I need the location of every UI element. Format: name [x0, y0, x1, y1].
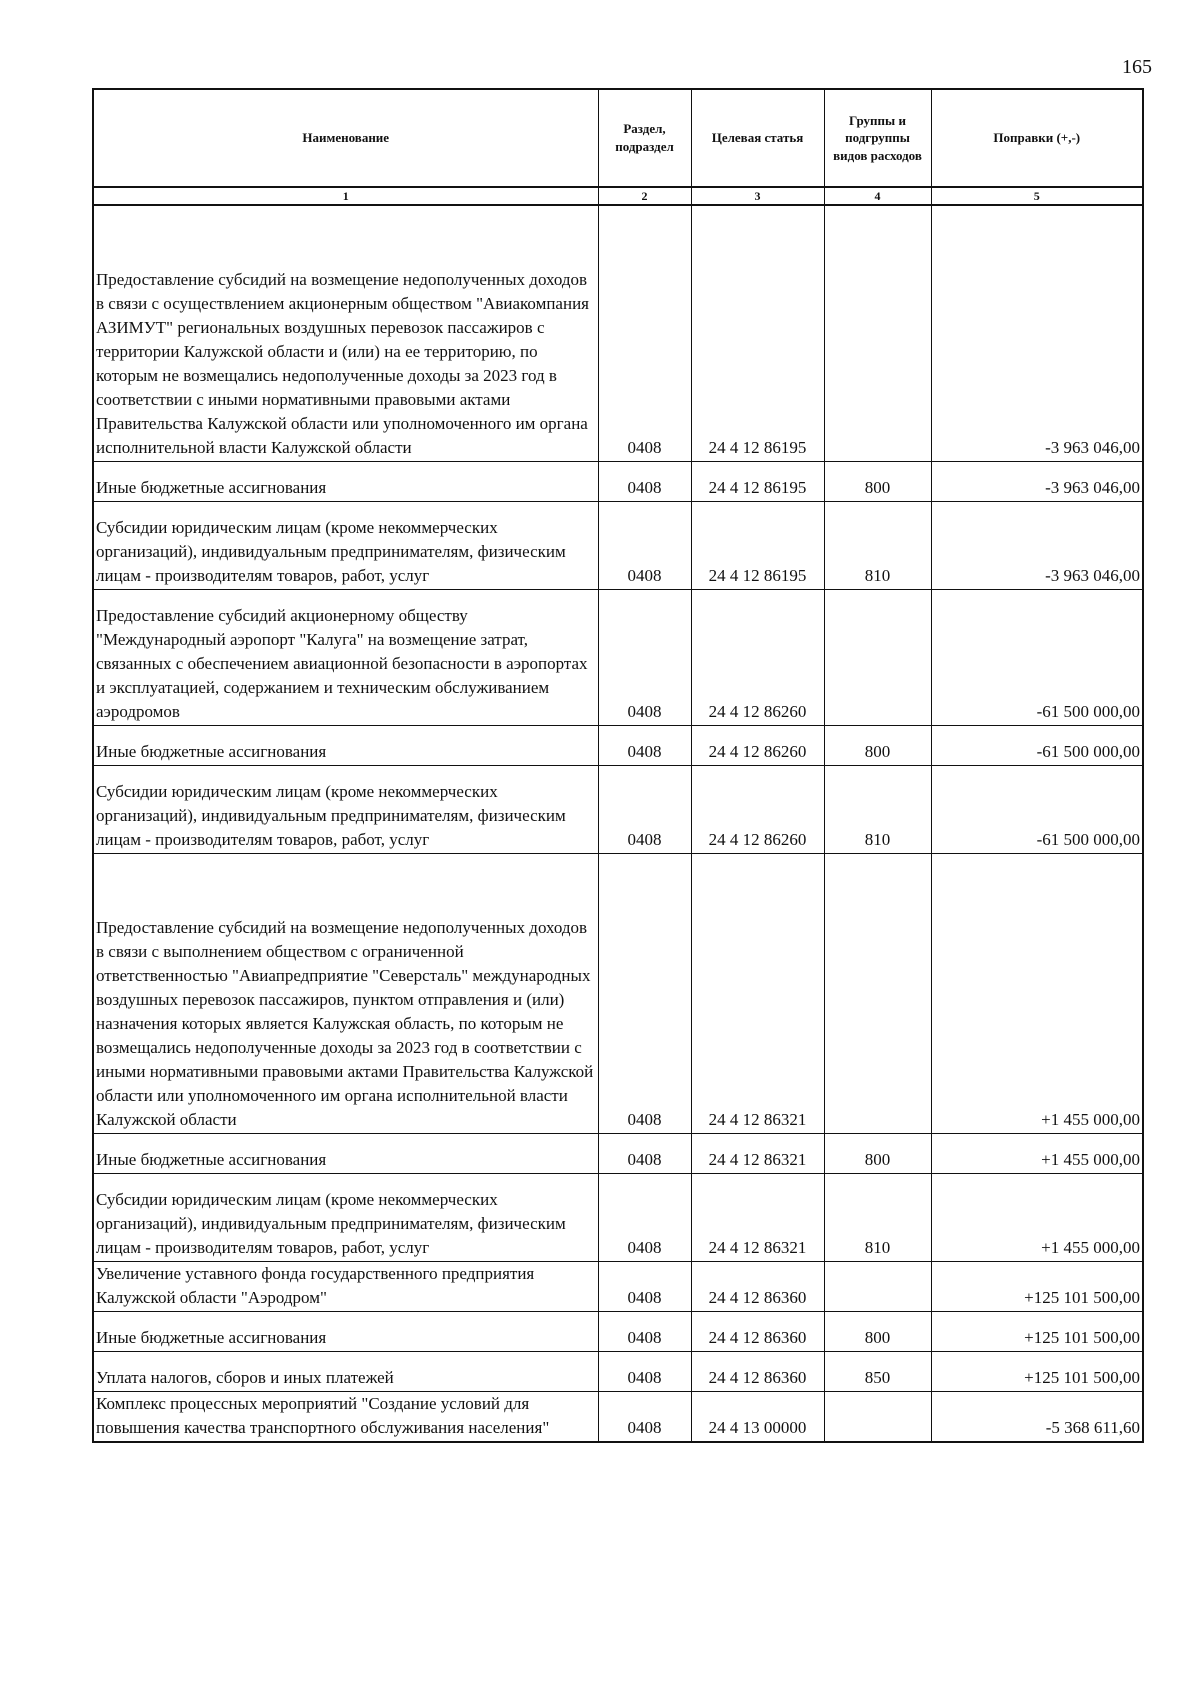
- row-name: Иные бюджетные ассигнования: [93, 726, 598, 766]
- header-section: Раздел, подраздел: [598, 89, 691, 187]
- table-row: [93, 726, 1143, 766]
- table-row: [93, 1392, 1143, 1443]
- row-article: 24 4 13 00000: [691, 1392, 824, 1443]
- table-row: [93, 1262, 1143, 1312]
- page-number: 165: [1122, 56, 1152, 78]
- row-name: Предоставление субсидий на возмещение недополученных доходов в связи с осуществлением акционерным обществом "Авиакомпания АЗИМУТ" региональных воздушных перевозок пассажиров с территории Калужской области и (или) на ее территорию, по которым не возмещались недополученные доходы за 2023 год в соответствии с иными нормативными правовыми актами Правительства Калужской области или уполномоченного им органа исполнительной власти Калужской области: [93, 205, 598, 462]
- table-row: [93, 766, 1143, 854]
- table-row: [93, 1134, 1143, 1174]
- row-amount: -61 500 000,00: [931, 726, 1143, 766]
- row-article: 24 4 12 86195: [691, 205, 824, 462]
- row-section: 0408: [598, 726, 691, 766]
- row-name: Предоставление субсидий на возмещение недополученных доходов в связи с выполнением обществом с ограниченной ответственностью "Авиапредприятие "Северсталь" международных воздушных перевозок пассажиров, пунктом отправления и (или) назначения которых является Калужская область, по которым не возмещались недополученные доходы за 2023 год в соответствии с иными нормативными правовыми актами Правительства Калужской области или уполномоченного им органа исполнительной власти Калужской области: [93, 854, 598, 1134]
- row-section: 0408: [598, 1312, 691, 1352]
- table-row: [93, 854, 1143, 1134]
- row-group: 800: [824, 1134, 931, 1174]
- row-article: 24 4 12 86360: [691, 1262, 824, 1312]
- row-article: 24 4 12 86195: [691, 502, 824, 590]
- row-name: Иные бюджетные ассигнования: [93, 462, 598, 502]
- row-section: 0408: [598, 1134, 691, 1174]
- row-amount: -61 500 000,00: [931, 590, 1143, 726]
- row-amount: -3 963 046,00: [931, 462, 1143, 502]
- row-group: [824, 205, 931, 462]
- row-article: 24 4 12 86260: [691, 726, 824, 766]
- row-amount: -61 500 000,00: [931, 766, 1143, 854]
- row-amount: +125 101 500,00: [931, 1262, 1143, 1312]
- row-group: 810: [824, 502, 931, 590]
- column-number-row: [93, 187, 1143, 205]
- row-amount: +125 101 500,00: [931, 1352, 1143, 1392]
- row-name: Иные бюджетные ассигнования: [93, 1134, 598, 1174]
- row-section: 0408: [598, 1352, 691, 1392]
- row-amount: +1 455 000,00: [931, 1134, 1143, 1174]
- header-name: Наименование: [93, 89, 598, 187]
- row-group: 810: [824, 766, 931, 854]
- table-row: [93, 590, 1143, 726]
- column-number: 4: [824, 187, 931, 205]
- table-row: [93, 462, 1143, 502]
- row-name: Субсидии юридическим лицам (кроме некоммерческих организаций), индивидуальным предпринимателям, физическим лицам - производителям товаров, работ, услуг: [93, 1174, 598, 1262]
- row-article: 24 4 12 86321: [691, 1174, 824, 1262]
- table-header-row: [93, 89, 1143, 187]
- column-number: 3: [691, 187, 824, 205]
- row-section: 0408: [598, 1174, 691, 1262]
- row-amount: +1 455 000,00: [931, 854, 1143, 1134]
- row-article: 24 4 12 86360: [691, 1352, 824, 1392]
- row-article: 24 4 12 86260: [691, 766, 824, 854]
- budget-table: [92, 88, 1144, 1443]
- row-group: 800: [824, 726, 931, 766]
- row-name: Уплата налогов, сборов и иных платежей: [93, 1352, 598, 1392]
- column-number: 2: [598, 187, 691, 205]
- row-section: 0408: [598, 502, 691, 590]
- column-number: 5: [931, 187, 1143, 205]
- header-article: Целевая статья: [691, 89, 824, 187]
- row-group: 800: [824, 1312, 931, 1352]
- table-row: [93, 1312, 1143, 1352]
- row-name: Иные бюджетные ассигнования: [93, 1312, 598, 1352]
- row-section: 0408: [598, 854, 691, 1134]
- row-amount: +1 455 000,00: [931, 1174, 1143, 1262]
- row-article: 24 4 12 86321: [691, 1134, 824, 1174]
- row-article: 24 4 12 86321: [691, 854, 824, 1134]
- row-section: 0408: [598, 1262, 691, 1312]
- header-amount: Поправки (+,-): [931, 89, 1143, 187]
- row-name: Увеличение уставного фонда государственного предприятия Калужской области "Аэродром": [93, 1262, 598, 1312]
- row-group: [824, 854, 931, 1134]
- row-name: Субсидии юридическим лицам (кроме некоммерческих организаций), индивидуальным предпринимателям, физическим лицам - производителям товаров, работ, услуг: [93, 766, 598, 854]
- row-amount: -3 963 046,00: [931, 502, 1143, 590]
- row-name: Комплекс процессных мероприятий "Создание условий для повышения качества транспортного обслуживания населения": [93, 1392, 598, 1443]
- row-section: 0408: [598, 462, 691, 502]
- row-article: 24 4 12 86360: [691, 1312, 824, 1352]
- row-section: 0408: [598, 766, 691, 854]
- table-row: [93, 1352, 1143, 1392]
- row-amount: -3 963 046,00: [931, 205, 1143, 462]
- row-article: 24 4 12 86260: [691, 590, 824, 726]
- row-section: 0408: [598, 205, 691, 462]
- row-group: 810: [824, 1174, 931, 1262]
- row-group: 850: [824, 1352, 931, 1392]
- row-group: 800: [824, 462, 931, 502]
- row-section: 0408: [598, 1392, 691, 1443]
- row-group: [824, 590, 931, 726]
- row-name: Субсидии юридическим лицам (кроме некоммерческих организаций), индивидуальным предпринимателям, физическим лицам - производителям товаров, работ, услуг: [93, 502, 598, 590]
- table-row: [93, 205, 1143, 462]
- table-row: [93, 502, 1143, 590]
- row-amount: -5 368 611,60: [931, 1392, 1143, 1443]
- row-group: [824, 1392, 931, 1443]
- row-amount: +125 101 500,00: [931, 1312, 1143, 1352]
- header-group: Группы и подгруппы видов расходов: [824, 89, 931, 187]
- row-section: 0408: [598, 590, 691, 726]
- row-article: 24 4 12 86195: [691, 462, 824, 502]
- column-number: 1: [93, 187, 598, 205]
- row-group: [824, 1262, 931, 1312]
- table-row: [93, 1174, 1143, 1262]
- table-body: [93, 205, 1143, 1442]
- row-name: Предоставление субсидий акционерному обществу "Международный аэропорт "Калуга" на возмещение затрат, связанных с обеспечением авиационной безопасности в аэропортах и эксплуатацией, содержанием и техническим обслуживанием аэродромов: [93, 590, 598, 726]
